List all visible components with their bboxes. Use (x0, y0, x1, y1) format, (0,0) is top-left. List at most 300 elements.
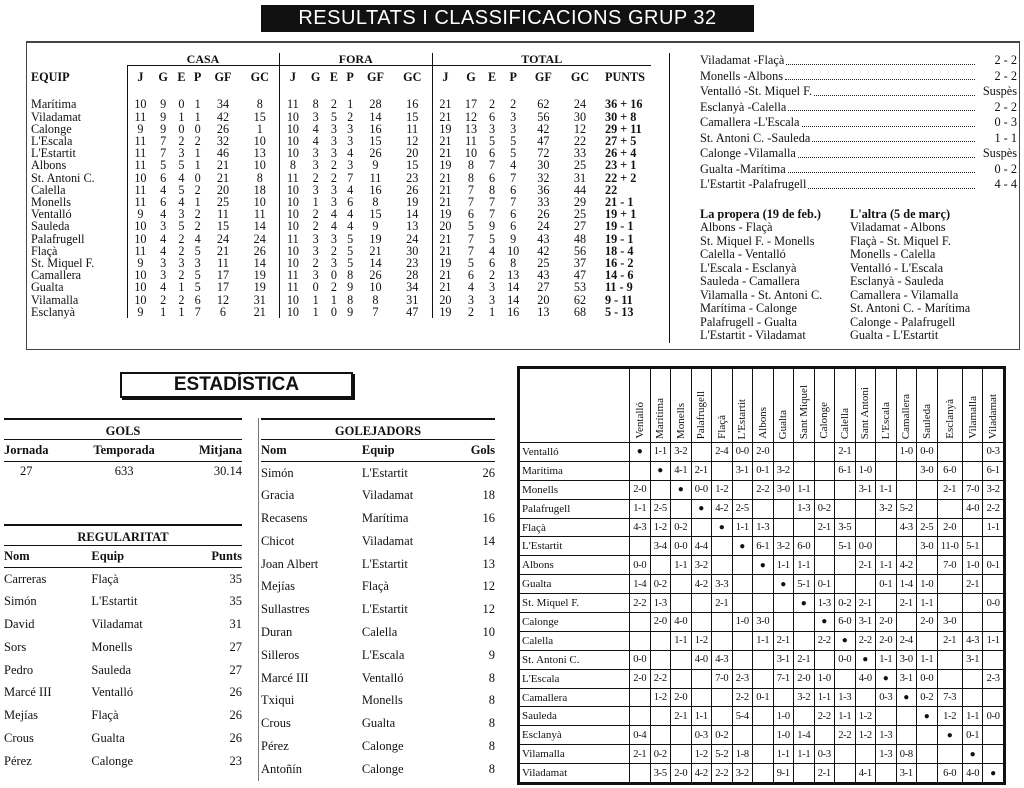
team-points: 5 - 13 (605, 304, 634, 319)
grid-score: 1-3 (814, 594, 835, 613)
player-name: Pérez (4, 753, 32, 768)
stat-cell: 33 (573, 146, 587, 161)
stat-cell: 0 (194, 170, 201, 185)
grid-score: 1-3 (753, 518, 774, 537)
player-name: Sors (4, 639, 27, 654)
stat-cell: 11 (280, 86, 306, 110)
stat-cell: 4 (467, 280, 475, 295)
stat-cell: 21 (432, 196, 458, 208)
stat-cell: 7 (510, 170, 517, 185)
stat-cell: 13 (253, 146, 266, 161)
stat-cell: 47 (537, 134, 550, 149)
grid-score (753, 650, 774, 669)
grid-score: 3-2 (794, 688, 815, 707)
player-points: 27 (229, 639, 242, 654)
grid-score (835, 575, 856, 594)
result-match: Calonge -Vilamalla (700, 146, 796, 160)
stat-cell: 2 (194, 134, 201, 149)
stat-cell: 11 (406, 121, 419, 136)
stat-cell: 2 (489, 97, 496, 112)
grid-row-label: Viladamat (520, 764, 630, 783)
stat-cell: 0 (178, 121, 185, 136)
stat-cell: 25 (573, 207, 587, 222)
grid-score (917, 480, 938, 499)
grid-score: 1-2 (937, 707, 962, 726)
fixture-item: Marítima - Calonge (700, 301, 797, 315)
stat-cell: 10 (280, 208, 306, 220)
grid-score (753, 745, 774, 764)
grid-score: 0-3 (691, 726, 712, 745)
grid-score (917, 499, 938, 518)
grid-col-header (773, 369, 794, 443)
grid-score: 4-3 (896, 518, 917, 537)
team-points: 11 - 9 (605, 280, 633, 295)
stat-cell: 15 (369, 207, 382, 222)
diagonal-dot: ● (983, 764, 1004, 783)
grid-score: 3-0 (937, 613, 962, 632)
stat-cell: 7 (467, 182, 475, 197)
stat-cell: 21 (432, 233, 458, 245)
result-row (700, 84, 1017, 100)
player-name: Simón (4, 594, 37, 609)
standings-col-header: EQUIP (31, 69, 70, 84)
classification-panel (26, 41, 1020, 350)
golejadors-title: GOLEJADORS (261, 418, 495, 440)
grid-score (835, 480, 856, 499)
grid-score (835, 669, 856, 688)
player-team: Flaçà (91, 708, 119, 723)
scorer-goals: 16 (482, 510, 495, 525)
standings-row (31, 147, 651, 159)
stat-cell: 21 (432, 184, 458, 196)
grid-col-header (712, 369, 733, 443)
stat-cell: 20 (432, 220, 458, 232)
stat-cell: 11 (280, 233, 306, 245)
stat-cell: 4 (194, 231, 201, 246)
fixtures (700, 208, 1017, 343)
leader-dots (802, 115, 975, 127)
grid-score (855, 688, 876, 707)
grid-score (983, 613, 1004, 632)
grid-row-label: Flaçà (520, 518, 630, 537)
stat-cell: 30 (573, 109, 587, 124)
stat-cell: 2 (312, 256, 319, 271)
standings-row (31, 159, 651, 171)
grid-score (671, 650, 692, 669)
stat-cell: 6 (160, 195, 167, 210)
grid-score: 1-1 (917, 650, 938, 669)
stat-cell: 10 (280, 306, 306, 318)
stat-cell: 12 (573, 121, 587, 136)
grid-score: 2-2 (983, 499, 1004, 518)
grid-score: 1-4 (794, 726, 815, 745)
grid-score: 4-3 (712, 650, 733, 669)
grid-score (773, 594, 794, 613)
stat-cell: 2 (330, 170, 337, 185)
grid-score (794, 613, 815, 632)
stat-cell: 4 (330, 207, 337, 222)
stat-cell: 11 (127, 159, 153, 171)
grid-score: 0-1 (876, 575, 897, 594)
grid-score: 1-2 (855, 726, 876, 745)
grid-score: 2-1 (855, 556, 876, 575)
diagonal-dot: ● (691, 499, 712, 518)
grid-score: 2-0 (876, 631, 897, 650)
leader-dots (812, 131, 975, 143)
stat-cell: 7 (194, 304, 201, 319)
stat-cell: 4 (178, 170, 185, 185)
scorer-row (261, 484, 495, 507)
grid-score: 1-1 (876, 556, 897, 575)
stat-cell: 0 (330, 304, 337, 319)
stat-cell: 11 (369, 170, 382, 185)
grid-score: 1-1 (732, 518, 753, 537)
grid-score (671, 594, 692, 613)
grid-score: 0-2 (712, 726, 733, 745)
grid-score (691, 518, 712, 537)
stat-cell: 5 (467, 219, 475, 234)
grid-score (630, 537, 651, 556)
grid-score: 1-0 (917, 575, 938, 594)
standings-col-header: GC (403, 70, 422, 85)
stat-cell: 3 (178, 207, 185, 222)
gol-header: Nom (261, 440, 362, 462)
grid-score (983, 726, 1004, 745)
stat-cell: 1 (160, 304, 167, 319)
grid-score: 2-5 (650, 499, 671, 518)
player-points: 26 (229, 685, 242, 700)
gols-temporada: 633 (114, 464, 134, 479)
stat-cell: 10 (280, 245, 306, 257)
stat-cell: 10 (280, 135, 306, 147)
grid-score: 2-2 (814, 631, 835, 650)
grid-score: 2-1 (937, 480, 962, 499)
leader-dots (808, 177, 975, 189)
stat-cell: 4 (347, 182, 354, 197)
scorer-name: Duran (261, 624, 293, 639)
grid-score: 7-0 (712, 669, 733, 688)
grid-score: 3-0 (917, 537, 938, 556)
stat-cell: 5 (160, 158, 167, 173)
grid-score (937, 669, 962, 688)
scorer-goals: 8 (488, 670, 495, 685)
grid-score: 2-1 (835, 443, 856, 462)
stat-cell: 2 (178, 292, 185, 307)
grid-score (937, 745, 962, 764)
result-row (700, 146, 1017, 162)
grid-score (937, 575, 962, 594)
stat-cell: 8 (256, 97, 263, 112)
gols-header: Temporada (75, 440, 173, 462)
grid-score: 2-1 (814, 764, 835, 783)
player-points: 35 (229, 594, 242, 609)
stat-cell: 5 (489, 231, 496, 246)
stat-cell: 5 (178, 158, 185, 173)
diagonal-dot: ● (835, 631, 856, 650)
grid-score (962, 443, 983, 462)
grid-row (520, 613, 1004, 632)
stat-cell: 10 (280, 294, 306, 306)
grid-score: 3-2 (773, 461, 794, 480)
stat-cell: 32 (537, 170, 550, 185)
grid-score: 1-0 (855, 461, 876, 480)
stat-cell: 7 (467, 231, 475, 246)
grid-score (691, 594, 712, 613)
result-score: 0 - 3 (994, 115, 1017, 129)
grid-score (876, 443, 897, 462)
gols-header: Jornada (4, 440, 75, 462)
stat-cell: 3 (489, 280, 496, 295)
stat-cell: 8 (347, 292, 354, 307)
grid-score (896, 480, 917, 499)
stat-cell: 53 (573, 280, 587, 295)
stat-cell: 25 (216, 195, 230, 210)
stat-cell: 4 (160, 231, 167, 246)
scorer-team: L'Escala (361, 647, 405, 662)
grid-score (671, 745, 692, 764)
gols-jornada: 27 (20, 464, 33, 479)
grid-score: 1-0 (962, 556, 983, 575)
grid-score: 2-1 (896, 594, 917, 613)
standings-row (31, 208, 651, 220)
stat-cell: 15 (253, 109, 266, 124)
grid-score: 3-1 (773, 650, 794, 669)
stat-cell: 19 (406, 195, 419, 210)
fixture-item: Esclanyà - Sauleda (850, 274, 944, 288)
grid-score (773, 518, 794, 537)
grid-score: 3-1 (855, 480, 876, 499)
stat-cell: 21 (432, 172, 458, 184)
stat-cell: 14 (369, 256, 382, 271)
grid-score (732, 556, 753, 575)
stat-cell: 2 (160, 292, 167, 307)
stat-cell: 7 (467, 195, 475, 210)
standings-col-header: E (177, 70, 186, 85)
grid-col-label: Sauleda (920, 404, 933, 439)
stat-cell: 3 (489, 121, 496, 136)
grid-score: 0-0 (630, 556, 651, 575)
stat-cell: 3 (330, 256, 337, 271)
grid-score: 1-1 (773, 745, 794, 764)
stat-cell: 2 (347, 109, 354, 124)
grid-score (671, 726, 692, 745)
scorer-name: Sullastres (261, 602, 310, 617)
grid-score: 1-1 (630, 499, 651, 518)
next-round-title: La propera (19 de feb.) (700, 206, 822, 221)
grid-score: 2-1 (671, 707, 692, 726)
grid-score (814, 480, 835, 499)
stat-cell: 3 (160, 268, 167, 283)
player-name: Crous (4, 730, 34, 745)
team-points: 19 + 1 (605, 207, 637, 222)
stat-cell: 30 (406, 243, 419, 258)
grid-score: 0-0 (630, 650, 651, 669)
stat-cell: 8 (347, 268, 354, 283)
grid-score (732, 480, 753, 499)
stat-cell: 1 (347, 97, 354, 112)
stat-cell: 1 (194, 158, 201, 173)
grid-score: 1-1 (917, 594, 938, 613)
fixture-item: Flaçà - St. Miquel F. (850, 233, 951, 248)
stat-cell: 4 (312, 121, 319, 136)
stat-cell: 3 (330, 121, 337, 136)
standings-col-header: P (509, 70, 517, 85)
grid-col-header (794, 369, 815, 443)
stat-cell: 9 (510, 231, 517, 246)
standings-row (31, 184, 651, 196)
stat-cell: 62 (537, 97, 550, 112)
stat-cell: 15 (369, 134, 382, 149)
grid-score: 5-1 (794, 575, 815, 594)
grid-row-label: Vilamalla (520, 745, 630, 764)
other-round (850, 208, 1000, 343)
results-grid (517, 366, 1006, 785)
stat-cell: 11 (127, 147, 153, 159)
fixture-item: Monells - Calella (850, 247, 936, 261)
grid-row (520, 726, 1004, 745)
stat-cell: 2 (330, 280, 337, 295)
diagonal-dot: ● (876, 669, 897, 688)
grid-score (712, 537, 733, 556)
stat-cell: 21 (432, 86, 458, 110)
standings-col-header: E (488, 70, 497, 85)
stat-cell: 17 (216, 268, 230, 283)
grid-score: 9-1 (773, 764, 794, 783)
grid-score (855, 499, 876, 518)
stat-cell: 31 (253, 292, 266, 307)
stat-cell: 24 (537, 219, 550, 234)
grid-score: 6-1 (983, 461, 1004, 480)
grid-score (814, 650, 835, 669)
gols-title: GOLS (4, 418, 242, 440)
stat-cell: 2 (330, 243, 337, 258)
gols-mitjana: 30.14 (213, 464, 242, 479)
stat-cell: 56 (573, 243, 587, 258)
leader-dots (786, 53, 975, 65)
grid-score (650, 556, 671, 575)
grid-row-label: L'Escala (520, 669, 630, 688)
result-score: 2 - 2 (994, 68, 1017, 83)
stat-cell: 21 (369, 243, 382, 258)
grid-score: 4-0 (855, 669, 876, 688)
fixture-item: Camallera - Vilamalla (850, 287, 959, 302)
standings-row (31, 111, 651, 123)
stat-cell: 42 (216, 109, 230, 124)
fixture-item: St. Antoni C. - Marítima (850, 301, 971, 315)
scorer-name: Pérez (261, 738, 289, 753)
gol-header: Gols (452, 440, 495, 462)
result-score: 2 - 2 (994, 99, 1017, 114)
scorer-name: Mejías (261, 579, 296, 594)
stat-cell: 6 (194, 292, 201, 307)
grid-col-label: Sant Miquel (797, 384, 810, 439)
stat-cell: 9 (160, 97, 167, 112)
grid-score: 4-1 (855, 764, 876, 783)
grid-score: 4-2 (691, 764, 712, 783)
grid-score: 3-1 (732, 461, 753, 480)
stat-cell: 14 (406, 207, 419, 222)
stat-cell: 4 (312, 134, 319, 149)
grid-row-label: St. Antoni C. (520, 650, 630, 669)
stat-cell: 7 (489, 207, 496, 222)
grid-score (983, 650, 1004, 669)
stat-cell: 14 (253, 256, 266, 271)
stat-cell: 11 (280, 269, 306, 281)
team-name: Esclanyà (31, 304, 75, 319)
stat-cell: 8 (312, 97, 319, 112)
result-row (700, 131, 1017, 147)
stat-cell: 5 (510, 146, 517, 161)
stat-cell: 17 (464, 97, 478, 112)
grid-col-label: Viladamat (987, 393, 1000, 439)
standings-row (31, 245, 651, 257)
standings-row (31, 306, 651, 318)
stat-cell: 5 (347, 256, 354, 271)
grid-score: 3-0 (773, 480, 794, 499)
group-fora: FORA (280, 53, 433, 66)
grid-score: 1-1 (983, 631, 1004, 650)
stat-cell: 3 (160, 219, 167, 234)
stat-cell: 4 (510, 158, 517, 173)
stat-cell: 10 (127, 233, 153, 245)
grid-score: 1-2 (712, 480, 733, 499)
grid-score: 1-0 (732, 613, 753, 632)
stat-cell: 1 (312, 195, 319, 210)
grid-row-label: Sauleda (520, 707, 630, 726)
stat-cell: 5 (178, 219, 185, 234)
grid-score: 1-8 (732, 745, 753, 764)
grid-score: 2-0 (650, 613, 671, 632)
grid-score: 2-2 (650, 669, 671, 688)
stat-cell: 3 (330, 195, 337, 210)
diagonal-dot: ● (753, 556, 774, 575)
stat-cell: 10 (127, 281, 153, 293)
grid-score: 2-3 (732, 669, 753, 688)
grid-col-header (732, 369, 753, 443)
stat-cell: 56 (537, 109, 550, 124)
stat-cell: 5 (194, 280, 201, 295)
stat-cell: 2 (194, 219, 201, 234)
grid-score: 1-2 (650, 518, 671, 537)
stat-cell: 21 (216, 170, 230, 185)
scorer-name: Joan Albert (261, 556, 319, 571)
stat-cell: 2 (312, 207, 319, 222)
standings-row (31, 233, 651, 245)
fixture-item: L'Estartit - Viladamat (700, 328, 806, 342)
result-score: 2 - 2 (994, 53, 1017, 67)
grid-score (773, 443, 794, 462)
result-row (700, 115, 1017, 131)
stat-cell: 24 (406, 231, 419, 246)
stat-cell: 10 (280, 111, 306, 123)
grid-score (983, 688, 1004, 707)
grid-score: 1-3 (876, 745, 897, 764)
scorer-goals: 18 (482, 488, 495, 503)
grid-col-header (896, 369, 917, 443)
grid-score (983, 575, 1004, 594)
grid-score: 2-5 (732, 499, 753, 518)
stat-cell: 2 (467, 304, 475, 319)
grid-score: 6-0 (835, 613, 856, 632)
grid-score (630, 631, 651, 650)
grid-score: 4-3 (962, 631, 983, 650)
stat-cell: 11 (465, 134, 477, 149)
stat-cell: 28 (369, 97, 382, 112)
grid-score (937, 594, 962, 613)
grid-score (753, 726, 774, 745)
stat-cell: 7 (489, 158, 496, 173)
player-points: 26 (229, 708, 242, 723)
